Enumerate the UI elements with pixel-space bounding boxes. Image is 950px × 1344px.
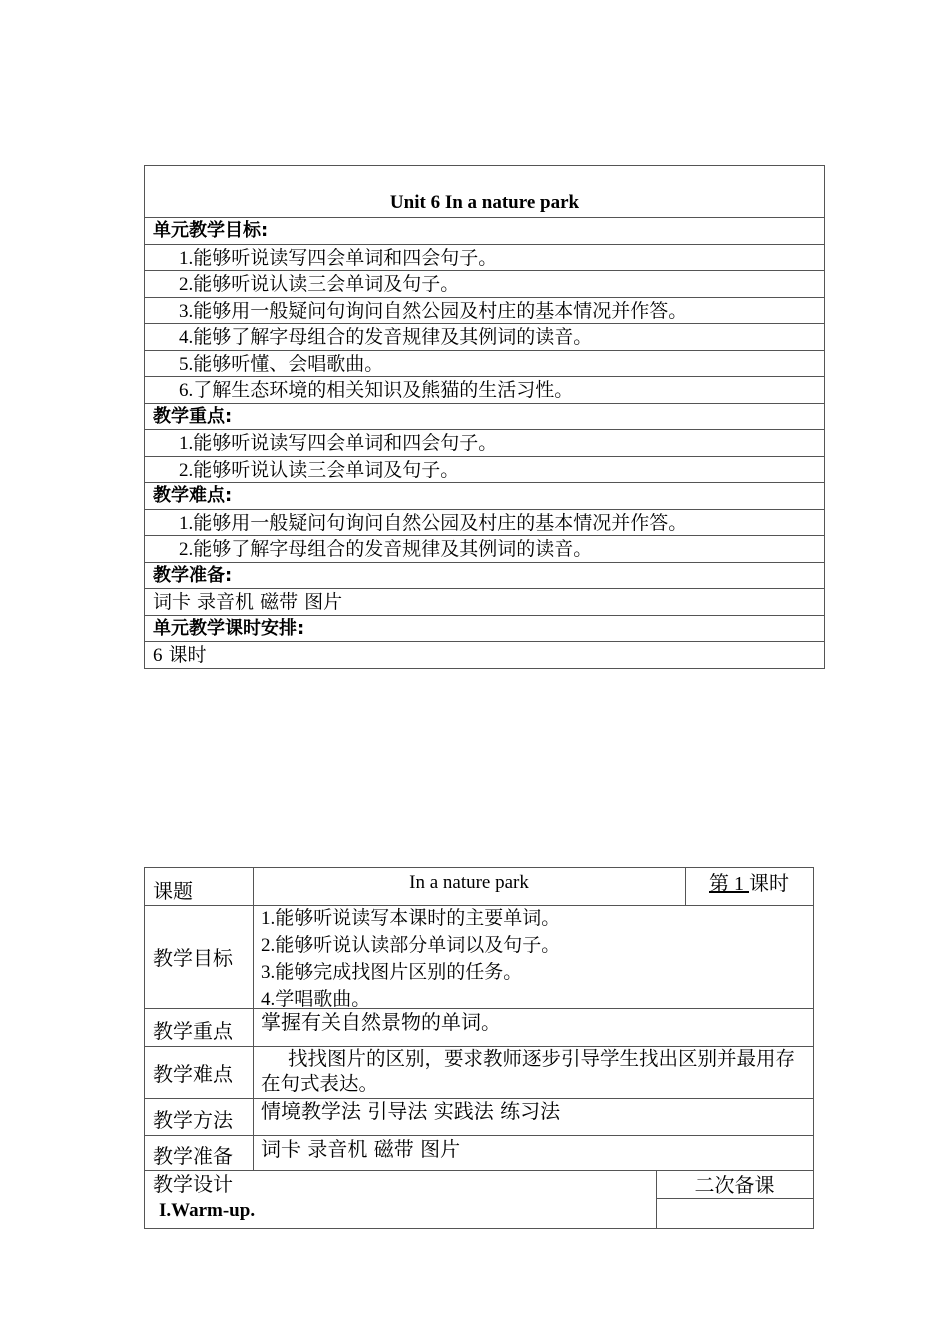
difficulties-header: 教学难点: — [144, 483, 825, 510]
prep-value: 词卡 录音机 磁带 图片 — [261, 1137, 461, 1161]
key-point-item: 1.能够听说读写四会单词和四会句子。 — [144, 430, 825, 457]
goal-item: 6.了解生态环境的相关知识及熊猫的生活习性。 — [144, 377, 825, 404]
goal-item: 2.能够听说认读三会单词及句子。 — [144, 271, 825, 298]
difficulty-item: 1.能够用一般疑问句询问自然公园及村庄的基本情况并作答。 — [144, 510, 825, 537]
key-point-item: 2.能够听说认读三会单词及句子。 — [144, 457, 825, 484]
row-divider — [656, 1198, 813, 1199]
prep-value: 词卡 录音机 磁带 图片 — [144, 589, 825, 616]
goal-item: 3.能够完成找图片区别的任务。 — [261, 961, 523, 983]
schedule-header: 单元教学课时安排: — [144, 616, 825, 643]
warmup-heading: I.Warm-up. — [159, 1200, 256, 1221]
goal-item: 1.能够听说读写四会单词和四会句子。 — [144, 245, 825, 272]
method-value: 情境教学法 引导法 实践法 练习法 — [261, 1099, 561, 1123]
goal-item: 1.能够听说读写本课时的主要单词。 — [261, 907, 561, 929]
goal-item: 4.学唱歌曲。 — [261, 988, 371, 1010]
method-label: 教学方法 — [153, 1108, 233, 1132]
period-number: 第 1 课时 — [709, 871, 789, 895]
goal-item: 3.能够用一般疑问句询问自然公园及村庄的基本情况并作答。 — [144, 298, 825, 325]
key-points-header: 教学重点: — [144, 404, 825, 431]
prep-label: 教学准备 — [153, 1144, 233, 1168]
design-cell — [145, 1170, 656, 1229]
topic-value: In a nature park — [409, 872, 529, 893]
goals-header: 单元教学目标: — [144, 218, 825, 245]
key-point-value: 掌握有关自然景物的单词。 — [261, 1010, 501, 1034]
goal-item: 5.能够听懂、会唱歌曲。 — [144, 351, 825, 378]
lesson-plan-table — [144, 867, 814, 1229]
difficulty-value: 找找图片的区别，要求教师逐步引导学生找出区别并最用存在句式表达。 — [261, 1047, 796, 1095]
difficulty-item: 2.能够了解字母组合的发音规律及其例词的读音。 — [144, 536, 825, 563]
second-prep-label: 二次备课 — [694, 1173, 775, 1197]
topic-label: 课题 — [153, 879, 193, 903]
unit-plan-table — [144, 165, 825, 669]
schedule-value: 6 课时 — [144, 642, 825, 669]
difficulty-label: 教学难点 — [153, 1061, 233, 1086]
goals-label: 教学目标 — [153, 946, 233, 970]
design-label: 教学设计 — [153, 1172, 233, 1196]
key-point-label: 教学重点 — [153, 1018, 233, 1043]
goal-item: 2.能够听说认读部分单词以及句子。 — [261, 934, 561, 956]
goal-item: 4.能够了解字母组合的发音规律及其例词的读音。 — [144, 324, 825, 351]
unit-title: Unit 6 In a nature park — [144, 165, 825, 218]
goals-list — [253, 905, 813, 1008]
prep-header: 教学准备: — [144, 563, 825, 590]
